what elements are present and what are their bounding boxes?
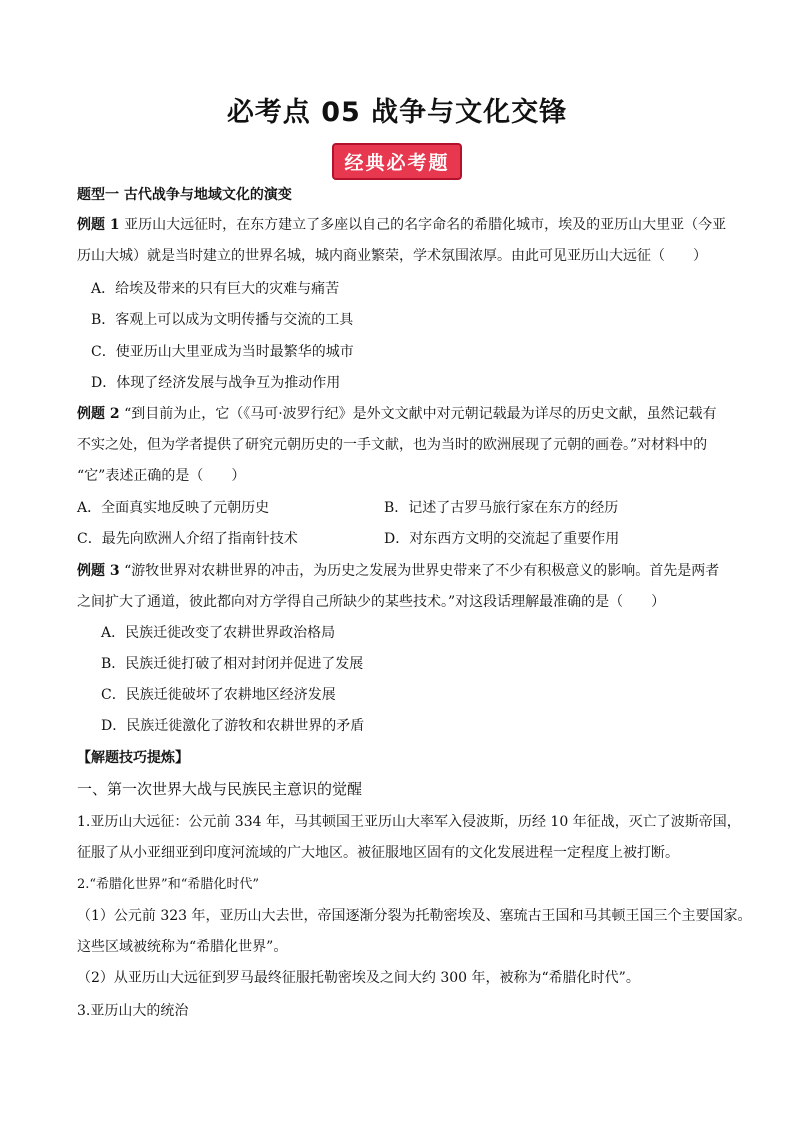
question-1-stem-1: 亚历山大远征时，在东方建立了多座以自己的名字命名的希腊化城市，埃及的亚历山大里亚（今亚 [124, 217, 727, 233]
tips-subheading: 一、第一次世界大战与民族民主意识的觉醒 [77, 780, 363, 798]
question-2-option-b: B．记述了古罗马旅行家在东方的经历 [384, 500, 619, 516]
tips-paragraph-3-line-1: （1）公元前 323 年，亚历山大去世，帝国逐渐分裂为托勒密埃及、塞琉古王国和马其顿王国三个主要国家。 [77, 908, 752, 924]
question-1-option-d: D．体现了经济发展与战争互为推动作用 [91, 375, 341, 391]
question-1-label: 例题 1 [77, 217, 120, 233]
question-1-stem-2: 历山大城）就是当时建立的世界名城，城内商业繁荣，学术氛围浓厚。由此可见亚历山大远征（ ） [77, 248, 707, 264]
tips-heading: 【解题技巧提炼】 [77, 750, 189, 766]
question-1-line-1 [77, 215, 726, 235]
question-2-label: 例题 2 [77, 406, 120, 422]
tips-paragraph-4: （2）从亚历山大远征到罗马最终征服托勒密埃及之间大约 300 年，被称为“希腊化时代”。 [77, 970, 640, 986]
question-3-option-b: B．民族迁徙打破了相对封闭并促进了发展 [101, 656, 364, 672]
classic-questions-badge: 经典必考题 [332, 143, 461, 180]
badge-container [0, 143, 794, 180]
question-2-option-a: A．全面真实地反映了元朝历史 [77, 500, 270, 516]
section-heading: 题型一 古代战争与地域文化的演变 [77, 187, 292, 203]
question-3-line-1 [77, 561, 719, 581]
tips-paragraph-5: 3.亚历山大的统治 [77, 1003, 189, 1019]
question-2-option-c: C．最先向欧洲人介绍了指南针技术 [77, 531, 298, 547]
question-3-stem-1: “游牧世界对农耕世界的冲击，为历史之发展为世界史带来了不少有积极意义的影响。首先是两者 [124, 563, 720, 579]
tips-paragraph-3-line-2: 这些区域被统称为“希腊化世界”。 [77, 939, 288, 955]
question-2-stem-3: “它”表述正确的是（ ） [77, 468, 246, 484]
question-1-option-b: B．客观上可以成为文明传播与交流的工具 [91, 312, 354, 328]
question-3-stem-2: 之间扩大了通道，彼此都向对方学得自己所缺少的某些技术。”对这段话理解最准确的是（ ） [77, 594, 666, 610]
question-2-stem-1: “到目前为止，它（《马可·波罗行纪》是外文文献中对元朝记载最为详尽的历史文献，虽然记载有 [124, 406, 717, 422]
question-2-option-d: D．对东西方文明的交流起了重要作用 [384, 531, 620, 547]
question-3-label: 例题 3 [77, 563, 120, 579]
tips-paragraph-1-line-2: 征服了从小亚细亚到印度河流域的广大地区。被征服地区固有的文化发展进程一定程度上被打断。 [77, 845, 679, 861]
question-3-option-c: C．民族迁徙破坏了农耕地区经济发展 [101, 687, 336, 703]
question-1-option-a: A．给埃及带来的只有巨大的灾难与痛苦 [91, 281, 340, 297]
tips-paragraph-2: 2.“希腊化世界”和“希腊化时代” [77, 877, 259, 892]
question-2-stem-2: 不实之处，但为学者提供了研究元朝历史的一手文献，也为当时的欧洲展现了元朝的画卷。”对材料中的 [77, 437, 708, 453]
page-title: 必考点 05 战争与文化交锋 [226, 97, 568, 128]
question-3-option-a: A．民族迁徙改变了农耕世界政治格局 [101, 625, 336, 641]
question-3-option-d: D．民族迁徙激化了游牧和农耕世界的矛盾 [101, 718, 365, 734]
question-1-option-c: C．使亚历山大里亚成为当时最繁华的城市 [91, 344, 354, 360]
tips-paragraph-1-line-1: 1.亚历山大远征：公元前 334 年，马其顿国王亚历山大率军入侵波斯，历经 10 年征战，灭亡了波斯帝国， [77, 814, 741, 830]
question-2-line-1 [77, 404, 717, 424]
